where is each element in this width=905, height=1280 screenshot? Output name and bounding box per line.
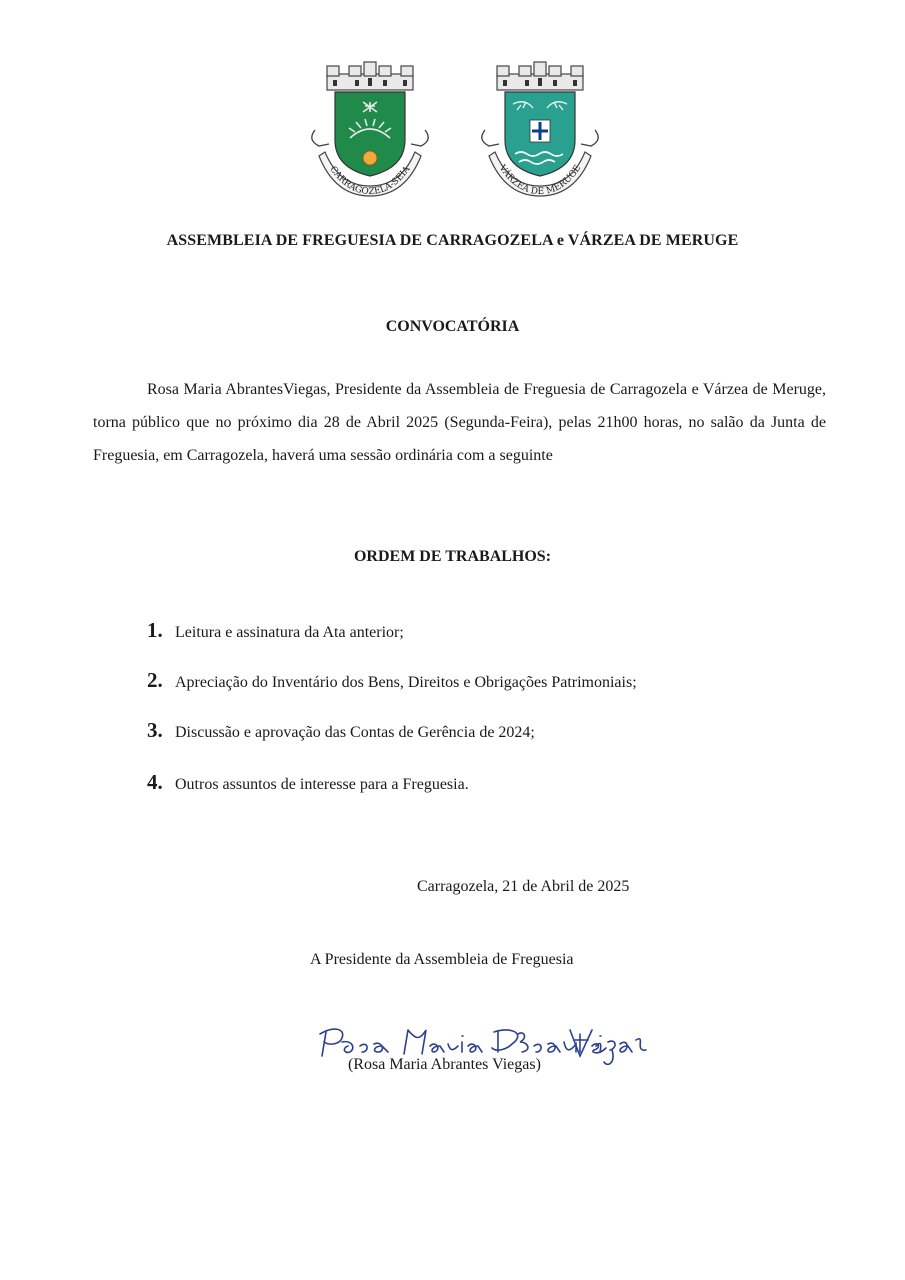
agenda-list [147,618,637,820]
president-title: A Presidente da Assembleia de Freguesia [310,951,574,968]
varzea-de-meruge-coat-of-arms [475,60,605,200]
varzea-banner-text: VÁRZEA DE MERUGE [496,163,584,198]
agenda-item-text: Outros assuntos de interesse para a Freguesia. [175,776,469,793]
agenda-item-number: 1. [147,618,163,642]
agenda-title: ORDEM DE TRABALHOS: [353,548,552,565]
agenda-item [147,618,637,668]
agenda-item [147,668,637,718]
agenda-item-number: 4. [147,770,163,794]
signer-name: (Rosa Maria Abrantes Viegas) [348,1056,541,1073]
carragozela-crest-icon [305,60,435,200]
document-title: CONVOCATÓRIA [385,318,520,335]
agenda-item-number: 2. [147,668,163,692]
convocation-body: Rosa Maria AbrantesViegas, Presidente da Assembleia de Freguesia de Carragozela e Várzea de Meruge, torna público que no próximo dia 28 de Abril 2025 (Segunda-Feira), pelas 21h00 horas, no salão da Junta de Freguesia, em Carragozela, haverá uma sessão ordinária com a seguinte [93,381,826,464]
agenda-item [147,770,637,820]
agenda-item [147,718,637,768]
agenda-item-text: Apreciação do Inventário dos Bens, Direitos e Obrigações Patrimoniais; [175,674,637,691]
agenda-item-text: Leitura e assinatura da Ata anterior; [175,624,404,641]
carragozela-coat-of-arms [305,60,435,200]
carragozela-banner-text: CARRAGOZELA-SEIA [327,164,413,198]
agenda-item-text: Discussão e aprovação das Contas de Gerência de 2024; [175,724,535,741]
agenda-item-number: 3. [147,718,163,742]
assembly-heading: ASSEMBLEIA DE FREGUESIA DE CARRAGOZELA e VÁRZEA DE MERUGE [166,232,739,249]
varzea-de-meruge-crest-icon [475,60,605,200]
place-and-date: Carragozela, 21 de Abril de 2025 [417,878,630,895]
